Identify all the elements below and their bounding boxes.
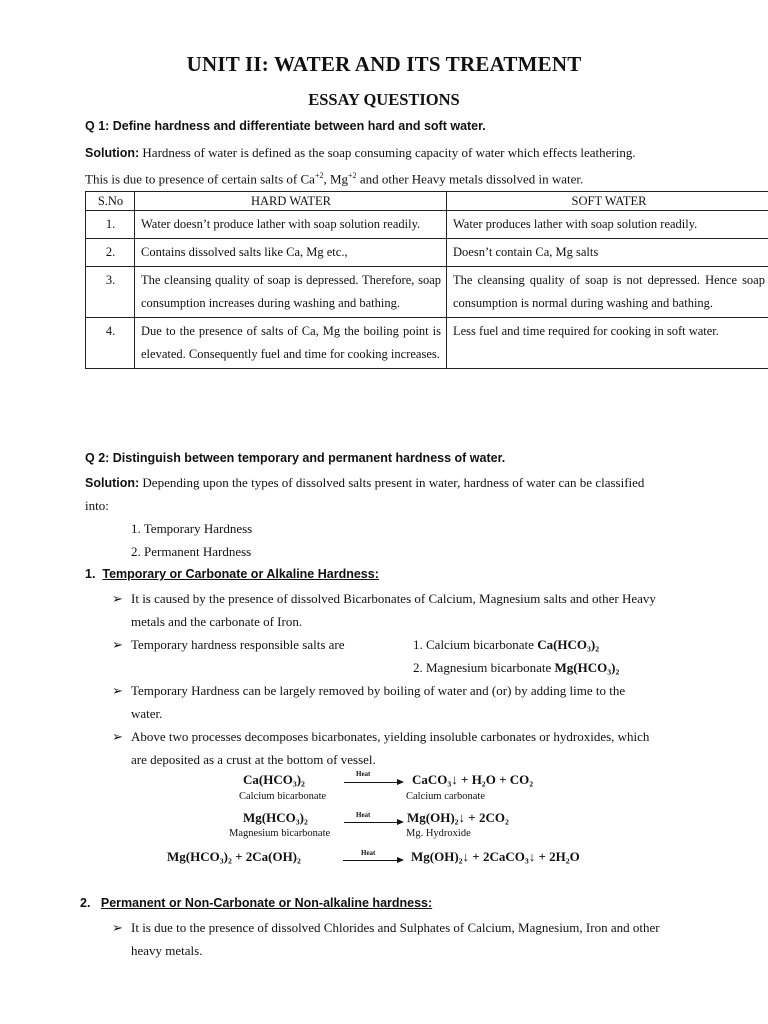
perm-bullet-1-line-2: heavy metals.: [131, 943, 203, 958]
eq3-products: Mg(OH)₂↓ + 2CaCO₃↓ + 2H₂O: [411, 849, 580, 864]
table-row: 2. Contains dissolved salts like Ca, Mg etc., Doesn’t contain Ca, Mg salts: [86, 239, 768, 267]
eq1-reactant-caption: Calcium bicarbonate: [239, 791, 327, 802]
temp-salt-2: 2. Magnesium bicarbonate Mg(HCO₃)₂: [413, 660, 620, 675]
q1-solution-text: Hardness of water is defined as the soap consuming capacity of water which effects leathering.: [139, 145, 636, 160]
arrow-head-icon: [397, 857, 404, 863]
q1-solution-line-1: [85, 141, 765, 165]
arrow-head-icon: [397, 779, 404, 785]
bullet-icon: ➢: [112, 591, 123, 606]
q2-solution-line-2: into:: [85, 498, 109, 513]
eq1-products: CaCO₃↓ + H₂O + CO₂: [412, 772, 534, 787]
arrow-head-icon: [397, 819, 404, 825]
eq1-product-caption: Calcium carbonate: [406, 791, 486, 802]
eq1-reactant: Ca(HCO₃)₂: [243, 772, 305, 787]
list-item: 1. Temporary Hardness: [131, 521, 253, 536]
hard-soft-water-table: [85, 191, 768, 369]
temp-bullet-1-line-2: metals and the carbonate of Iron.: [131, 614, 303, 629]
temp-bullet-3-line-2: water.: [131, 706, 163, 721]
table-row: 1. Water doesn’t produce lather with soap solution readily. Water produces lather with soap solution readily.: [86, 211, 768, 239]
solution-label: Solution:: [85, 476, 140, 490]
temp-bullet-1-line-1: It is caused by the presence of dissolved Bicarbonates of Calcium, Magnesium salts and other Heavy: [131, 591, 656, 606]
bullet-icon: ➢: [112, 683, 123, 698]
temp-bullet-2: Temporary hardness responsible salts are: [131, 637, 345, 652]
question-1: Q 1: Define hardness and differentiate between hard and soft water.: [85, 119, 486, 133]
table-row: 3. The cleansing quality of soap is depressed. Therefore, soap consumption increases during washing and bathing. The cleansing quality of soap is not depressed. Hence soap consumption is normal during washing and bathing.: [86, 267, 768, 318]
page-subtitle: ESSAY QUESTIONS: [308, 90, 460, 109]
table-header-row: [86, 192, 768, 211]
temp-salt-1: 1. Calcium bicarbonate Ca(HCO₃)₂: [413, 637, 600, 652]
bullet-icon: ➢: [112, 637, 123, 652]
reaction-arrow: [343, 860, 398, 861]
bullet-icon: ➢: [112, 920, 123, 935]
header-sno: S.No: [86, 192, 135, 211]
reaction-arrow: [344, 782, 398, 783]
page-title: UNIT II: WATER AND ITS TREATMENT: [186, 52, 582, 76]
reaction-arrow: [344, 822, 398, 823]
eq2-reactant: Mg(HCO₃)₂: [243, 810, 308, 825]
heat-label: Heat: [356, 770, 371, 778]
eq3-reactants: Mg(HCO₃)₂ + 2Ca(OH)₂: [167, 849, 301, 864]
temp-bullet-4-line-2: are deposited as a crust at the bottom of vessel.: [131, 752, 376, 767]
permanent-hardness-heading: 2. Permanent or Non-Carbonate or Non-alkaline hardness:: [80, 896, 433, 910]
list-item: 2. Permanent Hardness: [131, 544, 252, 559]
eq2-reactant-caption: Magnesium bicarbonate: [229, 828, 331, 839]
header-hard-water: HARD WATER: [135, 192, 447, 211]
solution-label: Solution:: [85, 146, 140, 160]
table-row: 4. Due to the presence of salts of Ca, Mg the boiling point is elevated. Consequently fuel and time for cooking increases. Less fuel and time required for cooking in soft water.: [86, 318, 768, 369]
q1-solution-line-2: This is due to presence of certain salts of $Ca^{+2}$, $Mg^{+2}$ and other Heavy metals dissolved in water.: [85, 171, 584, 187]
header-soft-water: SOFT WATER: [447, 192, 768, 211]
eq2-product-caption: Mg. Hydroxide: [406, 828, 471, 839]
question-2: Q 2: Distinguish between temporary and permanent hardness of water.: [85, 451, 506, 465]
heat-label: Heat: [356, 811, 371, 819]
temp-bullet-4-line-1: Above two processes decomposes bicarbonates, yielding insoluble carbonates or hydroxides, which: [131, 729, 650, 744]
bullet-icon: ➢: [112, 729, 123, 744]
temporary-hardness-heading: 1. Temporary or Carbonate or Alkaline Hardness:: [85, 567, 379, 581]
temp-bullet-3-line-1: Temporary Hardness can be largely removed by boiling of water and (or) by adding lime to the: [131, 683, 626, 698]
q2-solution-line-1: Solution: Depending upon the types of dissolved salts present in water, hardness of water can be classified: [85, 475, 645, 490]
eq2-products: Mg(OH)₂↓ + 2CO₂: [407, 810, 509, 825]
perm-bullet-1-line-1: It is due to the presence of dissolved Chlorides and Sulphates of Calcium, Magnesium, Iron and other: [131, 920, 660, 935]
heat-label: Heat: [361, 849, 376, 857]
